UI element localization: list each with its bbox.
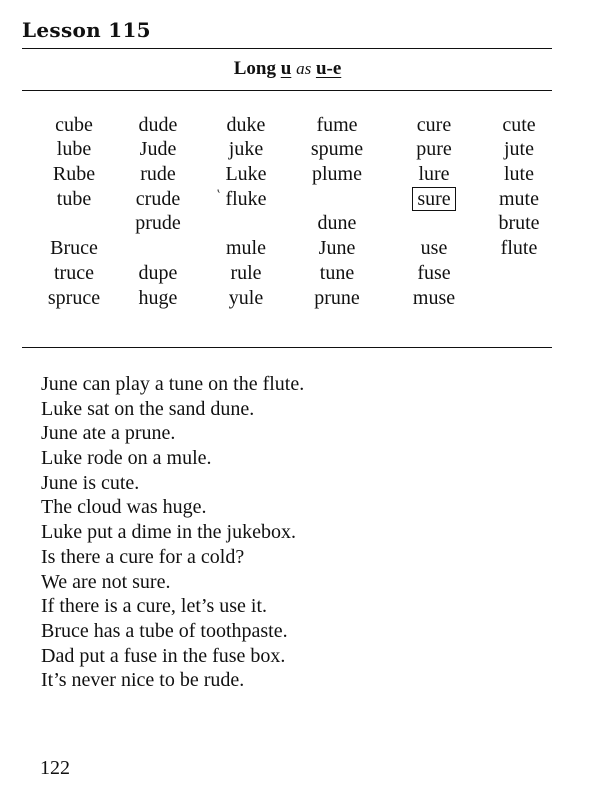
sentence-11: Bruce has a tube of toothpaste. <box>41 619 288 642</box>
word-4-7: muse <box>412 287 456 309</box>
word-4-5: use <box>420 237 448 259</box>
sentence-6: The cloud was huge. <box>41 496 207 519</box>
word-4-2: lure <box>418 163 450 185</box>
lesson-title: Lesson 115 <box>22 18 151 42</box>
word-2-1: juke <box>228 138 264 160</box>
word-1-2: rude <box>140 163 176 185</box>
word-0-1: lube <box>56 138 92 160</box>
sentence-12: Dad put a fuse in the fuse box. <box>41 644 286 667</box>
word-0-6: truce <box>54 262 94 284</box>
word-5-1: jute <box>504 138 534 160</box>
word-2-5: mule <box>226 237 266 259</box>
word-0-5: Bruce <box>50 237 98 259</box>
word-5-2: lute <box>504 163 534 185</box>
word-5-5: flute <box>500 237 538 259</box>
word-3-0: fume <box>316 114 358 136</box>
word-4-3: sure <box>389 187 479 211</box>
word-3-6: tune <box>319 262 355 284</box>
sentence-8: Is there a cure for a cold? <box>41 545 245 568</box>
sentence-5: June is cute. <box>41 471 140 494</box>
word-5-4: brute <box>498 212 540 234</box>
word-1-1: Jude <box>139 138 177 160</box>
word-2-6: rule <box>230 262 262 284</box>
sentence-3: June ate a prune. <box>41 422 176 445</box>
sentence-list <box>41 372 304 693</box>
word-4-0: cure <box>416 114 452 136</box>
word-2-0: duke <box>226 114 266 136</box>
word-2-7: yule <box>228 287 264 309</box>
word-4-6: fuse <box>417 262 451 284</box>
sentence-7: Luke put a dime in the jukebox. <box>41 521 296 544</box>
word-3-2: plume <box>312 163 362 185</box>
word-1-3: crude <box>135 188 181 210</box>
word-4-1: pure <box>416 138 452 160</box>
word-1-4: prude <box>135 212 181 234</box>
word-5-3: mute <box>499 188 539 210</box>
subtitle-letter: u <box>280 58 292 79</box>
word-3-1: spume <box>310 138 364 160</box>
word-0-7: spruce <box>47 287 101 309</box>
word-5-0: cute <box>502 114 536 136</box>
word-0-0: cube <box>55 114 93 136</box>
word-3-4: dune <box>317 212 357 234</box>
word-0-2: Rube <box>52 163 96 185</box>
sentence-4: Luke rode on a mule. <box>41 447 212 470</box>
sentence-1: June can play a tune on the flute. <box>41 373 305 395</box>
sentence-9: We are not sure. <box>41 570 171 593</box>
word-0-3: tube <box>56 188 92 210</box>
stray-mark: ʽ <box>216 188 221 204</box>
sentence-10: If there is a cure, let’s use it. <box>41 595 268 618</box>
subtitle-connector: as <box>296 59 312 78</box>
subtitle-long: Long <box>233 58 276 79</box>
word-3-5: June <box>318 237 356 259</box>
subtitle-pattern: u-e <box>315 58 342 79</box>
word-2-2: Luke <box>225 163 267 185</box>
word-1-6: dupe <box>138 262 178 284</box>
word-2-3: fluke <box>225 188 267 210</box>
sentence-13: It’s never nice to be rude. <box>41 669 245 692</box>
word-1-0: dude <box>138 114 178 136</box>
word-1-7: huge <box>138 287 178 309</box>
word-grid-divider <box>22 347 552 348</box>
word-3-7: prune <box>314 287 360 309</box>
page-number: 122 <box>40 757 70 779</box>
sentence-2: Luke sat on the sand dune. <box>41 397 255 420</box>
word-grid <box>0 0 600 340</box>
